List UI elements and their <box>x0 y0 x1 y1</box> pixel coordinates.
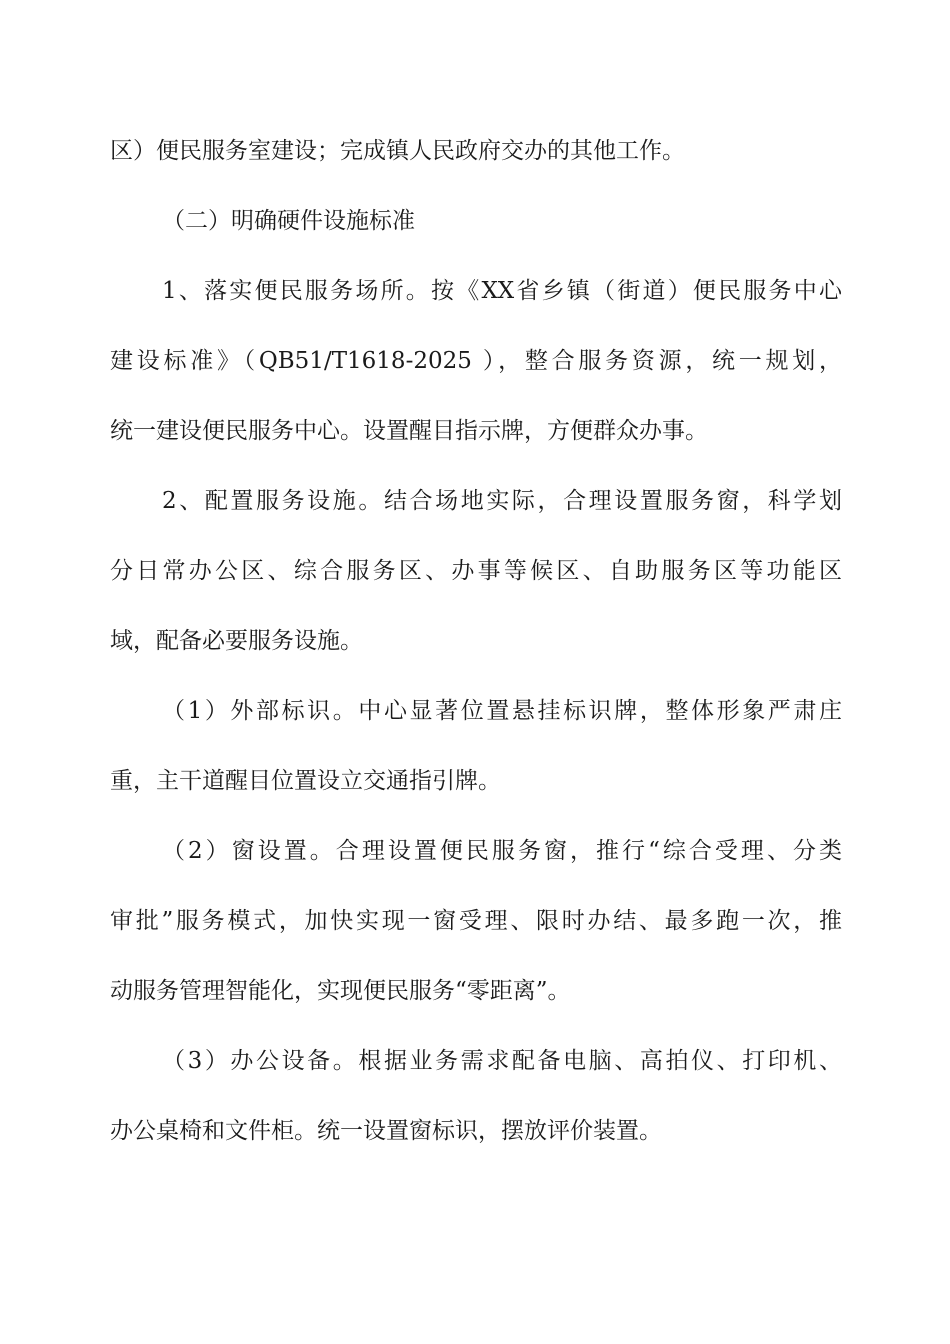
paragraph-3-line-1: （1）外部标识。中心显著位置悬挂标识牌，整体形象严肃庄 <box>162 698 842 724</box>
paragraph-2-line-3: 域，配备必要服务设施。 <box>110 628 363 654</box>
paragraph-5-line-1: （3）办公设备。根据业务需求配备电脑、高拍仪、打印机、 <box>162 1048 842 1074</box>
paragraph-4-line-1: （2）窗设置。合理设置便民服务窗，推行“综合受理、分类 <box>162 838 842 864</box>
paragraph-4-line-3: 动服务管理智能化，实现便民服务“零距离”。 <box>110 978 571 1004</box>
paragraph-5-line-2: 办公桌椅和文件柜。统一设置窗标识，摆放评价装置。 <box>110 1118 662 1144</box>
paragraph-3-line-2: 重，主干道醒目位置设立交通指引牌。 <box>110 768 501 794</box>
paragraph-1-line-2: 建设标准》（QB51/T1618-2025 ），整合服务资源，统一规划， <box>110 348 842 374</box>
paragraph-2-line-2: 分日常办公区、综合服务区、办事等候区、自助服务区等功能区 <box>110 558 842 584</box>
paragraph-2-line-1: 2、配置服务设施。结合场地实际，合理设置服务窗，科学划 <box>162 488 842 514</box>
section-heading: （二）明确硬件设施标准 <box>162 208 415 234</box>
paragraph-1-line-1: 1、落实便民服务场所。按《XX省乡镇（街道）便民服务中心 <box>162 278 842 304</box>
document-page <box>110 128 842 1178</box>
paragraph-4-line-2: 审批”服务模式，加快实现一窗受理、限时办结、最多跑一次，推 <box>110 908 842 934</box>
paragraph-continuation-line: 区）便民服务室建设；完成镇人民政府交办的其他工作。 <box>110 138 685 164</box>
paragraph-1-line-3: 统一建设便民服务中心。设置醒目指示牌，方便群众办事。 <box>110 418 708 444</box>
